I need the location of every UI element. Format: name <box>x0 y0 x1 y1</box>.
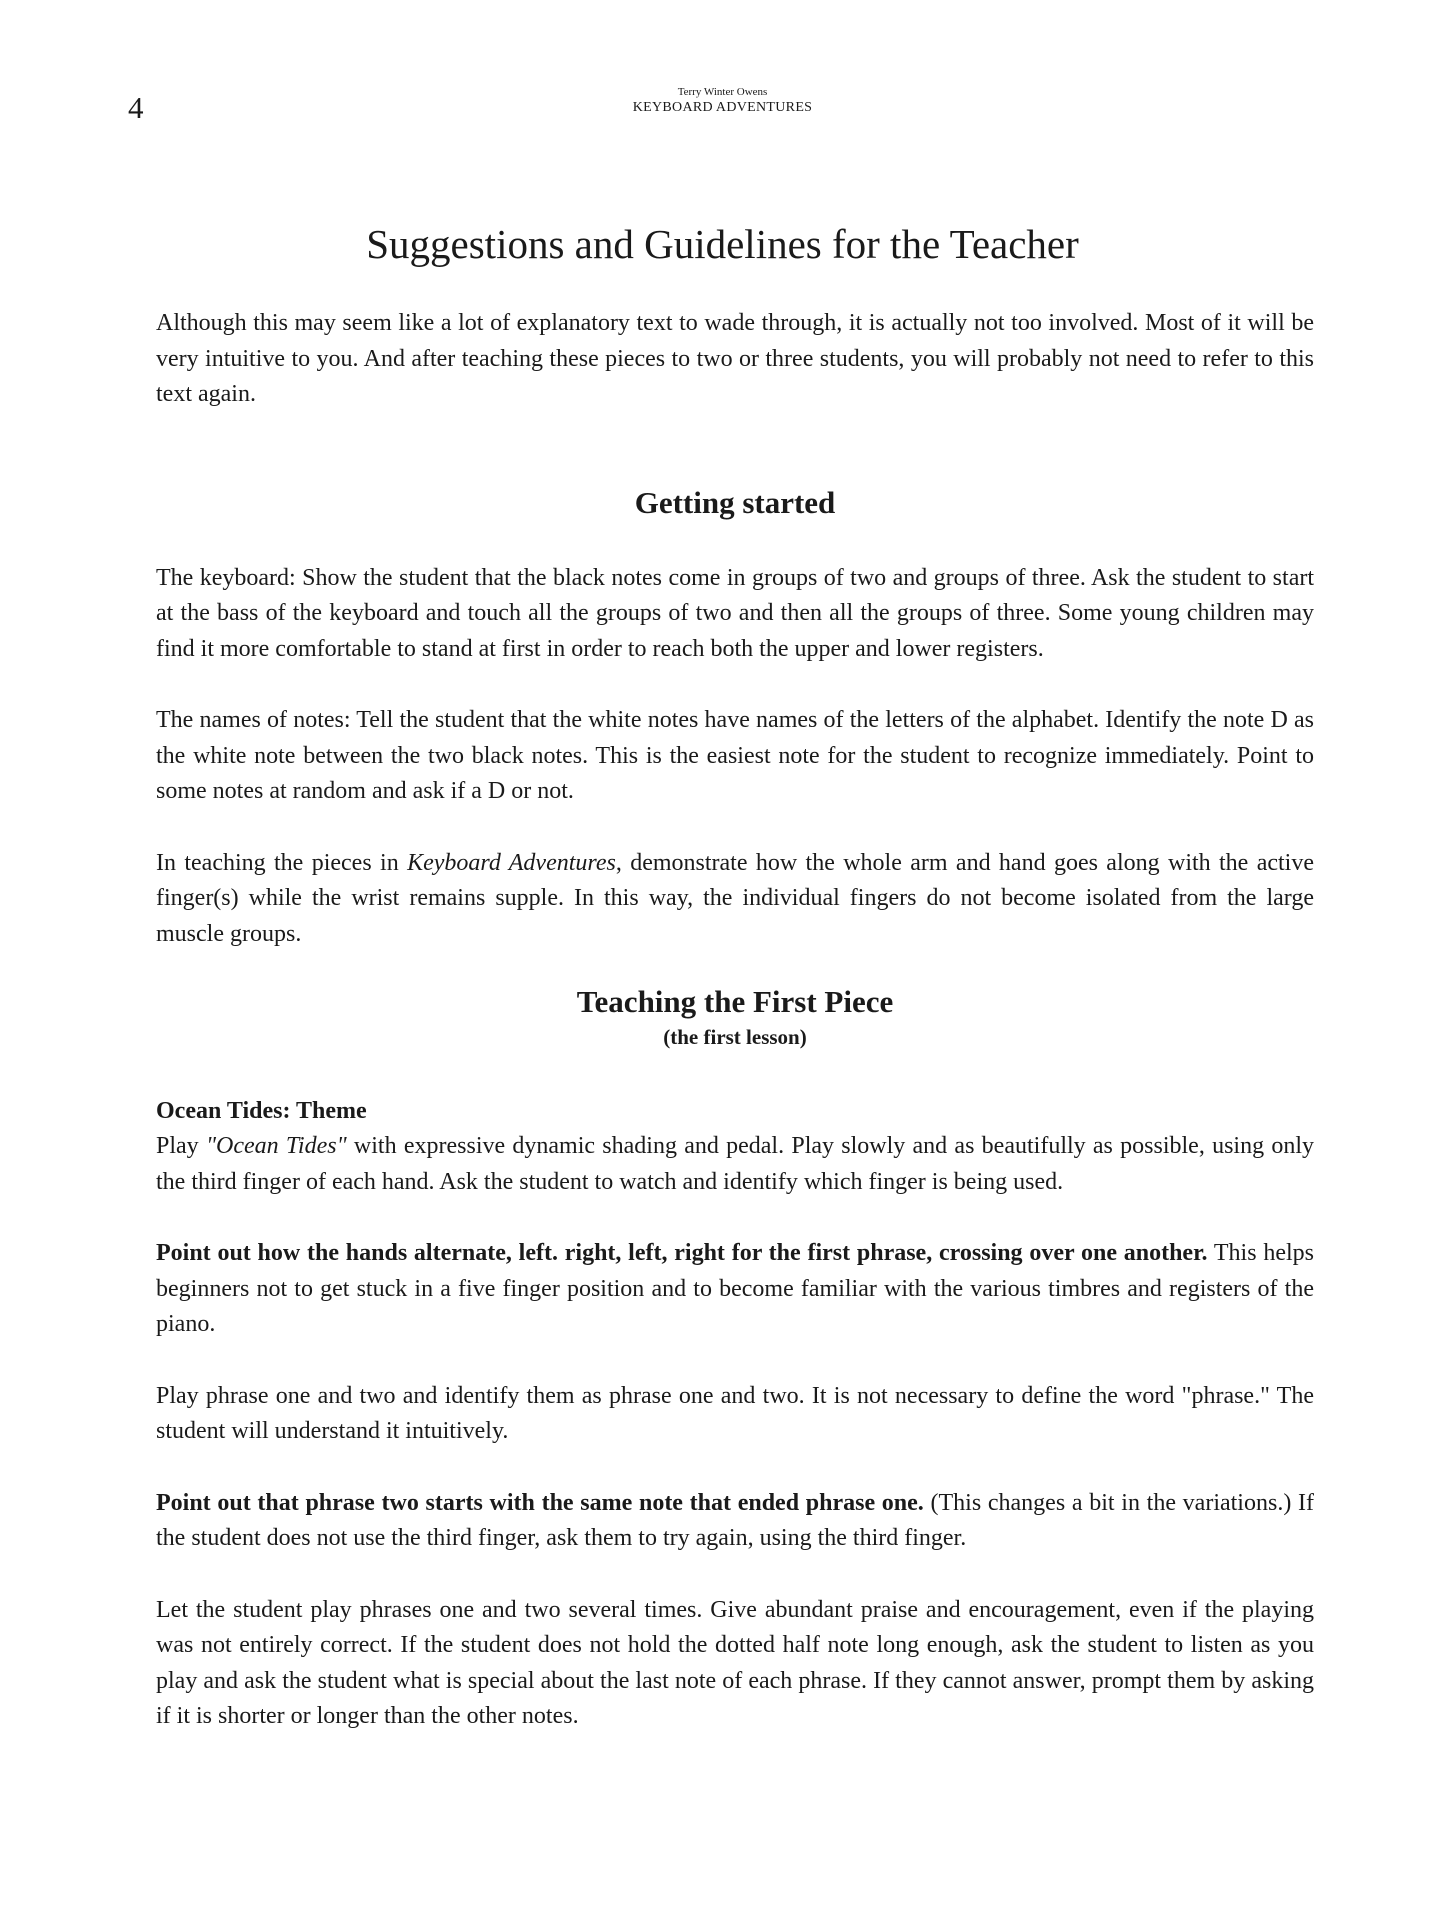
paragraph-note-names: The names of notes: Tell the student that the white notes have names of the letters of the alphabet. Identify the note D as the white note between the two black notes. This is the easiest note for the student to recognize immediately. Point to some notes at random and ask if a D or not. <box>156 707 1314 804</box>
text-run: This helps beginners not to get stuck in a five finger position and to become familiar with the various timbres and registers of the piano. <box>156 1240 1314 1337</box>
paragraph-arm-technique <box>156 846 1314 953</box>
book-title-italic: Keyboard Adventures <box>407 849 616 876</box>
text-run: Play <box>156 1133 206 1159</box>
running-header-book-title: KEYBOARD ADVENTURES <box>632 100 813 115</box>
paragraph-ocean-tides <box>156 1129 1314 1200</box>
text-run: (This changes a bit in the variations.) If the student does not use the third finger, ask them to try again, using the third finger. <box>156 1489 1314 1551</box>
text-run: with expressive dynamic shading and pedal. Play slowly and as beautifully as possible, using only the third finger of each hand. Ask the student to watch and identify which finger is being used. <box>156 1133 1315 1195</box>
paragraph-keyboard: The keyboard: Show the student that the black notes come in groups of two and groups of three. Ask the student to start at the bass of the keyboard and touch all the groups of two and then all the groups of three. Some young children may find it more comfortable to stand at first in order to reach both the upper and lower registers. <box>156 564 1314 662</box>
text-run: In teaching the pieces in <box>156 849 408 876</box>
section-subheading: (the first lesson) <box>663 1025 807 1049</box>
paragraph-phrases: Play phrase one and two and identify them as phrase one and two. It is not necessary to define the word "phrase." The student will understand it intuitively. <box>156 1382 1314 1444</box>
page-title: Suggestions and Guidelines for the Teacher <box>366 221 1079 267</box>
paragraph-praise: Let the student play phrases one and two several times. Give abundant praise and encouragement, even if the playing was not entirely correct. If the student does not hold the dotted half note long enough, ask the student to listen as you play and ask the student what is special about the last note of each phrase. If they cannot answer, prompt them by asking if it is shorter or longer than the other notes. <box>156 1596 1314 1729</box>
section-heading-first-piece: Teaching the First Piece <box>576 984 894 1019</box>
running-header-author: Terry Winter Owens <box>677 86 768 98</box>
intro-paragraph: Although this may seem like a lot of explanatory text to wade through, it is actually not too involved. Most of it will be very intuitive to you. And after teaching these pieces to two or three students, you will probably not need to refer to this text again. <box>156 310 1314 407</box>
main-content <box>156 306 1314 1735</box>
text-run: , demonstrate how the whole arm and hand goes along with the active finger(s) while the wrist remains supple. In this way, the individual fingers do not become isolated from the large muscle groups. <box>156 849 1314 947</box>
piece-title-italic: "Ocean Tides" <box>205 1133 347 1159</box>
piece-title: Ocean Tides: Theme <box>156 1098 367 1124</box>
paragraph-phrase-two <box>156 1486 1314 1557</box>
emphasis-text: Point out how the hands alternate, left. right, left, right for the first phrase, crossing over one another. <box>156 1240 1208 1266</box>
running-header <box>0 86 1445 117</box>
emphasis-text: Point out that phrase two starts with the same note that ended phrase one. <box>156 1489 924 1516</box>
page-number: 4 <box>128 90 144 125</box>
section-heading-getting-started: Getting started <box>634 484 836 520</box>
paragraph-hands-alternate <box>156 1236 1314 1343</box>
